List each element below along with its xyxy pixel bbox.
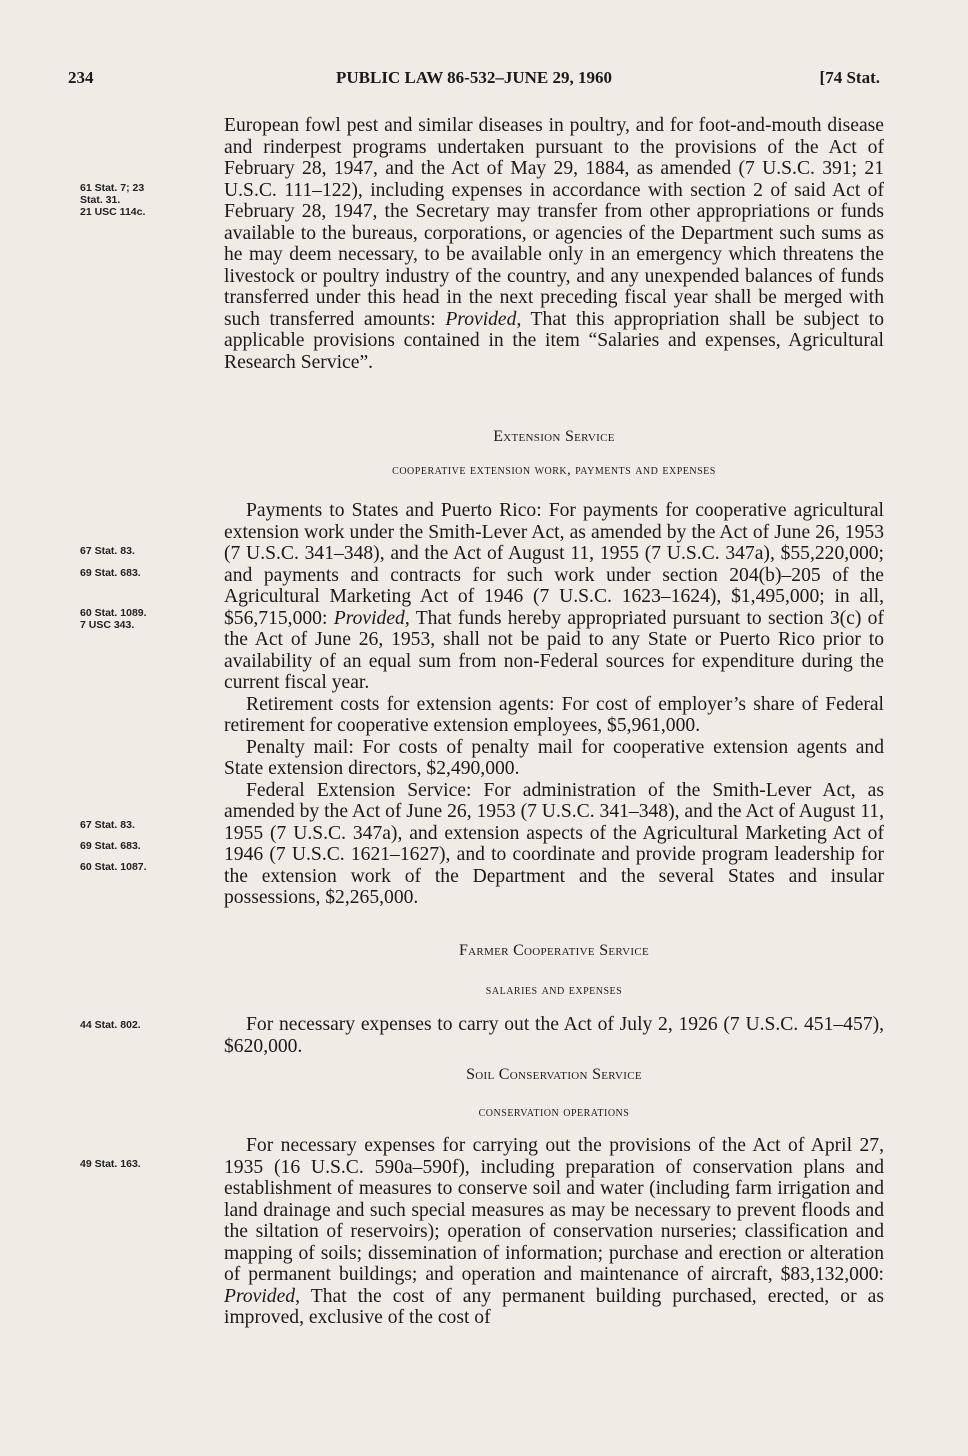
federal-extension-paragraph: Federal Extension Service: For administration of the Smith-Lever Act, as amended by the Act of June 26, 1953 (7 U.S.C. 341–348), and the Act of August 11, 1955 (7 U.S.C. 347a), and extension aspects of the Agricultural Marketing Act of 1946 (7 U.S.C. 1621–1627), and to coordinate and provide program leadership for the extension work of the Department and the several States and insular possessions, $2,265,000. — [224, 779, 884, 908]
extension-heading-block — [224, 426, 884, 481]
margin-note: 67 Stat. 83. — [80, 545, 135, 557]
retirement-paragraph: Retirement costs for extension agents: For cost of employer’s share of Federal retirement for cooperative extension employees, $5,961,000. — [224, 693, 884, 736]
header-title: PUBLIC LAW 86-532–JUNE 29, 1960 — [336, 68, 612, 87]
penalty-paragraph: Penalty mail: For costs of penalty mail for cooperative extension agents and State extension directors, $2,490,000. — [224, 736, 884, 779]
farmer-section — [224, 1014, 884, 1057]
volume-reference: [74 Stat. — [819, 68, 880, 87]
margin-note: 49 Stat. 163. — [80, 1158, 141, 1170]
running-header — [68, 68, 880, 92]
margin-note: 44 Stat. 802. — [80, 1019, 141, 1031]
margin-note: 69 Stat. 683. — [80, 840, 141, 852]
margin-note: 60 Stat. 1089. — [80, 607, 147, 619]
intro-paragraph: European fowl pest and similar diseases in poultry, and for foot-and-mouth disease and rinderpest programs undertaken pursuant to the provisions of the Act of February 28, 1947, and the Act of May 29, 1884, as amended (7 U.S.C. 391; 21 U.S.C. 111–122), including expenses in accordance with section 2 of said Act of February 28, 1947, the Secretary may transfer from other appropriations or funds available to the bureaus, corporations, or agencies of the Department such sums as he may deem necessary, to be available only in an emergency which threatens the livestock or poultry industry of the country, and any unexpended balances of funds transferred under this head in the next preceding fiscal year shall be merged with such transferred amounts: Provided, That this appropriation shall be subject to applicable provisions contained in the item “Salaries and expenses, Agricultural Research Service”. — [224, 115, 884, 373]
subsection-heading: cooperative extension work, payments and expenses — [392, 462, 716, 478]
margin-note: 7 USC 343. — [80, 619, 135, 631]
margin-note: 69 Stat. 683. — [80, 567, 141, 579]
page-number: 234 — [68, 68, 94, 87]
section-heading: Extension Service — [493, 428, 615, 445]
soil-paragraph: For necessary expenses for carrying out the provisions of the Act of April 27, 1935 (16 U.S.C. 590a–590f), including preparation of conservation plans and establishment of measures to conserve soil and water (including farm irrigation and land drainage and such special measures as may be necessary to prevent floods and the siltation of reservoirs); operation of conservation nurseries; classification and mapping of soils; dissemination of information; purchase and erection or alteration of permanent buildings; and operation and maintenance of aircraft, $83,132,000: Provided, That the cost of any permanent building purchased, erected, or as improved, exclusive of the cost of — [224, 1135, 884, 1328]
margin-note: Stat. 31. — [80, 194, 121, 206]
margin-note: 67 Stat. 83. — [80, 819, 135, 831]
margin-note: 61 Stat. 7; 23 — [80, 182, 145, 194]
intro-section — [224, 115, 884, 373]
section-heading: Farmer Cooperative Service — [458, 942, 650, 959]
farmer-paragraph: For necessary expenses to carry out the Act of July 2, 1926 (7 U.S.C. 451–457), $620,000. — [224, 1014, 884, 1057]
farmer-heading-block — [224, 940, 884, 1001]
margin-note: 60 Stat. 1087. — [80, 861, 147, 873]
soil-section — [224, 1135, 884, 1329]
subsection-heading: conservation operations — [478, 1104, 630, 1120]
subsection-heading: salaries and expenses — [485, 982, 623, 998]
payments-paragraph: Payments to States and Puerto Rico: For payments for cooperative agricultural extension work under the Smith-Lever Act, as amended by the Act of June 26, 1953 (7 U.S.C. 341–348), and the Act of August 11, 1955 (7 U.S.C. 347a), $55,220,000; and payments and contracts for such work under section 204(b)–205 of the Agricultural Marketing Act of 1946 (7 U.S.C. 1623–1624), $1,495,000; in all, $56,715,000: Provided, That funds hereby appropriated pursuant to section 3(c) of the Act of June 26, 1953, shall not be paid to any State or Puerto Rico prior to availability of an equal sum from non-Federal sources for expenditure during the current fiscal year. — [224, 500, 885, 693]
section-heading: Soil Conservation Service — [466, 1066, 642, 1083]
margin-note: 21 USC 114c. — [80, 206, 146, 218]
soil-heading-block — [224, 1064, 884, 1123]
extension-section — [224, 500, 884, 909]
